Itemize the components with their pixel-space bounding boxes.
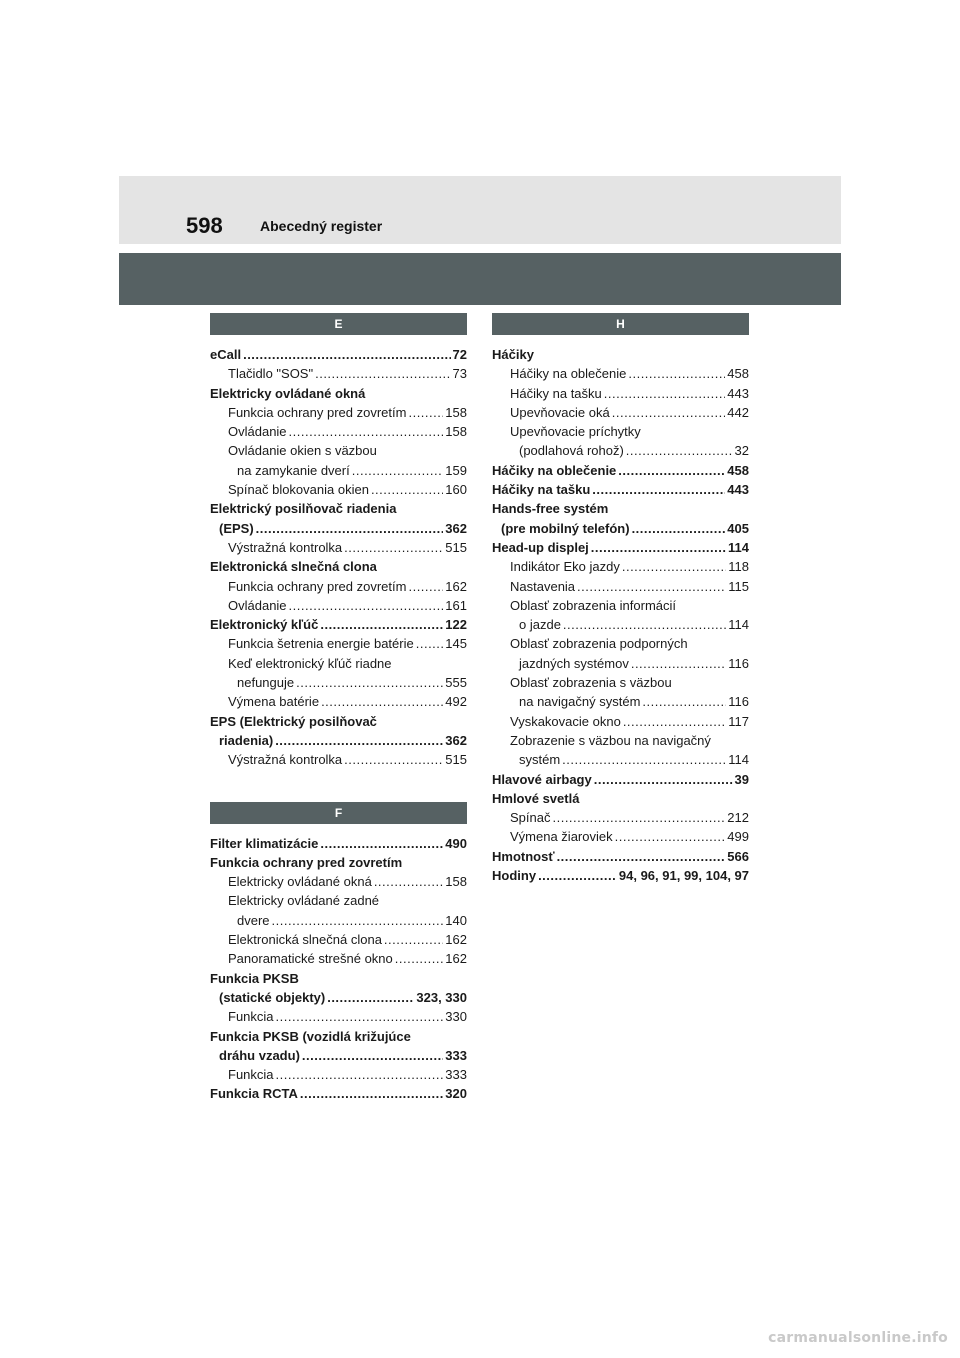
watermark: carmanualsonline.info bbox=[768, 1330, 948, 1346]
index-entry bbox=[210, 750, 467, 769]
index-entry-page: 162 bbox=[445, 932, 467, 948]
index-entry bbox=[492, 654, 749, 673]
dot-leader bbox=[604, 384, 726, 403]
section-entries-e bbox=[210, 345, 467, 770]
index-entry-page: 140 bbox=[445, 912, 467, 928]
dot-leader bbox=[315, 364, 450, 383]
index-entry-text: Upevňovacie príchytky bbox=[510, 424, 641, 440]
dot-leader bbox=[272, 911, 444, 930]
dot-leader bbox=[557, 847, 726, 866]
index-entry-page: 212 bbox=[727, 810, 749, 826]
index-entry-text: Funkcia bbox=[228, 1067, 274, 1083]
index-entry bbox=[210, 364, 467, 383]
index-entry-text: Hmlové svetlá bbox=[492, 790, 580, 806]
index-entry-page: 458 bbox=[727, 366, 749, 382]
index-entry-page: 116 bbox=[728, 694, 749, 710]
index-entry-text: Elektronický kľúč bbox=[210, 617, 319, 633]
dot-leader bbox=[591, 538, 726, 557]
index-entry-page: 330 bbox=[445, 1009, 467, 1025]
index-entry bbox=[210, 949, 467, 968]
index-entry bbox=[492, 538, 749, 557]
index-entry-text: Ovládanie okien s väzbou bbox=[228, 443, 377, 459]
index-entry-text: (EPS) bbox=[219, 520, 254, 536]
index-entry-text: Zobrazenie s väzbou na navigačný bbox=[510, 732, 711, 748]
index-entry bbox=[492, 789, 749, 808]
index-entry-text: Vyskakovacie okno bbox=[510, 713, 621, 729]
index-entry bbox=[492, 712, 749, 731]
dot-leader bbox=[622, 557, 726, 576]
dot-leader bbox=[628, 364, 725, 383]
index-entry-page: 39 bbox=[734, 771, 749, 787]
dot-leader bbox=[344, 750, 443, 769]
dot-leader bbox=[371, 480, 443, 499]
index-entry bbox=[492, 866, 749, 885]
index-entry bbox=[210, 988, 467, 1007]
dot-leader bbox=[289, 596, 444, 615]
dot-leader bbox=[352, 461, 444, 480]
index-entry bbox=[492, 634, 749, 653]
index-entry bbox=[492, 827, 749, 846]
index-entry-text: Hmotnosť bbox=[492, 848, 555, 864]
index-entry-text: Výstražná kontrolka bbox=[228, 752, 343, 768]
dot-leader bbox=[384, 930, 443, 949]
dot-leader bbox=[562, 750, 726, 769]
index-entry-page: 115 bbox=[728, 578, 749, 594]
index-entry-text: Ovládanie bbox=[228, 424, 287, 440]
index-entry-text: Ovládanie bbox=[228, 597, 287, 613]
index-entry-text: jazdných systémov bbox=[519, 655, 629, 671]
dot-leader bbox=[612, 403, 726, 422]
section-entries-f bbox=[210, 834, 467, 1104]
dot-leader bbox=[618, 461, 725, 480]
index-entry bbox=[492, 345, 749, 364]
index-entry bbox=[210, 577, 467, 596]
index-entry-page: 94, 96, 91, 99, 104, 97 bbox=[618, 868, 749, 884]
index-entry-text: Výmena žiaroviek bbox=[510, 829, 613, 845]
index-entry-text: Nastavenia bbox=[510, 578, 576, 594]
index-entry-page: 122 bbox=[445, 617, 467, 633]
index-entry bbox=[210, 480, 467, 499]
index-entry bbox=[210, 834, 467, 853]
index-entry-page: 158 bbox=[445, 404, 467, 420]
dot-leader bbox=[563, 615, 726, 634]
index-entry bbox=[210, 731, 467, 750]
index-entry-text: Elektrický posilňovač riadenia bbox=[210, 501, 397, 517]
index-entry-text: EPS (Elektrický posilňovač bbox=[210, 713, 377, 729]
index-entry-page: 320 bbox=[445, 1086, 467, 1102]
dot-leader bbox=[289, 422, 444, 441]
index-entry bbox=[492, 750, 749, 769]
index-column-right bbox=[492, 313, 749, 885]
index-entry-page: 114 bbox=[728, 752, 749, 768]
index-entry bbox=[210, 557, 467, 576]
index-entry bbox=[210, 1046, 467, 1065]
index-entry bbox=[210, 1007, 467, 1026]
index-entry-text: riadenia) bbox=[219, 732, 274, 748]
index-entry-page: 145 bbox=[445, 636, 467, 652]
dot-leader bbox=[408, 577, 443, 596]
index-entry-text: Funkcia PKSB (vozidlá križujúce bbox=[210, 1028, 411, 1044]
index-entry-text: dráhu vzadu) bbox=[219, 1047, 300, 1063]
index-entry-text: Funkcia ochrany pred zovretím bbox=[210, 854, 403, 870]
index-entry bbox=[492, 770, 749, 789]
dot-leader bbox=[374, 872, 443, 891]
index-entry-text: Funkcia bbox=[228, 1009, 274, 1025]
dot-leader bbox=[577, 577, 726, 596]
index-entry bbox=[210, 891, 467, 910]
index-entry-page: 114 bbox=[728, 617, 749, 633]
dot-leader bbox=[538, 866, 617, 885]
index-entry bbox=[210, 930, 467, 949]
index-entry-text: (podlahová rohož) bbox=[519, 443, 624, 459]
index-entry bbox=[492, 519, 749, 538]
index-entry-text: Panoramatické strešné okno bbox=[228, 951, 393, 967]
index-entry-text: na navigačný systém bbox=[519, 694, 641, 710]
index-entry-text: eCall bbox=[210, 347, 242, 362]
index-entry-text: (statické objekty) bbox=[219, 989, 326, 1005]
dot-leader bbox=[408, 403, 443, 422]
index-entry-text: Háčiky na tašku bbox=[492, 482, 591, 498]
index-entry-text: Funkcia PKSB bbox=[210, 970, 299, 986]
index-entry-text: Elektronická slnečná clona bbox=[228, 932, 382, 948]
dot-leader bbox=[276, 1065, 444, 1084]
index-entry bbox=[210, 499, 467, 518]
index-entry-text: Funkcia šetrenia energie batérie bbox=[228, 636, 414, 652]
index-entry-text: Háčiky na tašku bbox=[510, 385, 602, 401]
index-entry bbox=[210, 1065, 467, 1084]
index-entry-page: 490 bbox=[445, 835, 467, 851]
index-entry bbox=[492, 673, 749, 692]
section-header-h: H bbox=[492, 313, 749, 335]
index-entry-page: 442 bbox=[727, 404, 749, 420]
index-entry bbox=[492, 422, 749, 441]
index-entry bbox=[210, 911, 467, 930]
dot-leader bbox=[275, 731, 443, 750]
dot-leader bbox=[592, 480, 725, 499]
index-entry-text: (pre mobilný telefón) bbox=[501, 520, 630, 536]
index-entry bbox=[492, 384, 749, 403]
header-background bbox=[119, 176, 841, 244]
dot-leader bbox=[320, 834, 443, 853]
index-entry-text: na zamykanie dverí bbox=[237, 462, 350, 478]
index-entry-text: o jazde bbox=[519, 617, 561, 633]
dot-leader bbox=[626, 441, 733, 460]
index-entry bbox=[210, 1027, 467, 1046]
index-entry bbox=[210, 969, 467, 988]
index-entry-page: 499 bbox=[727, 829, 749, 845]
index-entry bbox=[210, 634, 467, 653]
index-entry-text: Oblasť zobrazenia podporných bbox=[510, 636, 688, 652]
index-entry bbox=[492, 364, 749, 383]
index-entry-page: 162 bbox=[445, 951, 467, 967]
index-entry-text: Elektronická slnečná clona bbox=[210, 559, 377, 575]
index-entry bbox=[210, 422, 467, 441]
index-column-left bbox=[210, 313, 467, 1104]
index-entry-text: Elektricky ovládané zadné bbox=[228, 893, 380, 909]
index-entry-text: Výstražná kontrolka bbox=[228, 539, 343, 555]
index-entry-text: Funkcia ochrany pred zovretím bbox=[228, 404, 407, 420]
index-entry-text: dvere bbox=[237, 912, 270, 928]
index-entry-text: Háčiky na oblečenie bbox=[492, 462, 617, 478]
index-entry bbox=[492, 731, 749, 750]
dot-leader bbox=[320, 615, 443, 634]
index-entry-text: Oblasť zobrazenia informácií bbox=[510, 597, 677, 613]
dot-leader bbox=[615, 827, 726, 846]
index-entry-page: 492 bbox=[445, 694, 467, 710]
index-entry bbox=[210, 384, 467, 403]
index-entry-page: 515 bbox=[445, 539, 467, 555]
index-entry bbox=[210, 538, 467, 557]
index-entry bbox=[492, 615, 749, 634]
index-entry-page: 323, 330 bbox=[416, 989, 467, 1005]
index-entry-text: Upevňovacie oká bbox=[510, 404, 610, 420]
index-entry bbox=[492, 692, 749, 711]
index-entry bbox=[492, 596, 749, 615]
index-entry-text: Funkcia ochrany pred zovretím bbox=[228, 578, 407, 594]
index-entry bbox=[210, 853, 467, 872]
index-entry-page: 162 bbox=[445, 578, 467, 594]
index-entry-page: 72 bbox=[452, 347, 467, 362]
index-entry bbox=[210, 692, 467, 711]
index-entry bbox=[210, 872, 467, 891]
index-entry bbox=[210, 345, 467, 364]
dot-leader bbox=[276, 1007, 444, 1026]
index-entry bbox=[492, 557, 749, 576]
index-entry-text: Spínač blokovania okien bbox=[228, 482, 369, 498]
index-entry-text: Hands-free systém bbox=[492, 501, 609, 517]
section-header-f: F bbox=[210, 802, 467, 824]
index-entry bbox=[492, 847, 749, 866]
header-band bbox=[119, 253, 841, 305]
index-entry-page: 515 bbox=[445, 752, 467, 768]
dot-leader bbox=[416, 634, 444, 653]
index-entry bbox=[492, 461, 749, 480]
index-entry bbox=[492, 403, 749, 422]
index-entry-text: Filter klimatizácie bbox=[210, 835, 319, 851]
index-entry bbox=[210, 673, 467, 692]
index-entry bbox=[492, 577, 749, 596]
index-entry-text: Elektricky ovládané okná bbox=[210, 385, 366, 401]
index-entry-page: 555 bbox=[445, 675, 467, 691]
dot-leader bbox=[321, 692, 443, 711]
index-entry-page: 114 bbox=[728, 539, 749, 555]
index-entry bbox=[210, 654, 467, 673]
index-entry-text: Funkcia RCTA bbox=[210, 1086, 298, 1102]
index-entry bbox=[210, 615, 467, 634]
index-entry-page: 333 bbox=[445, 1047, 467, 1063]
index-entry-page: 443 bbox=[727, 385, 749, 401]
dot-leader bbox=[632, 519, 726, 538]
index-entry-text: Keď elektronický kľúč riadne bbox=[228, 655, 392, 671]
index-entry bbox=[492, 499, 749, 518]
index-entry-page: 362 bbox=[445, 732, 467, 748]
dot-leader bbox=[296, 673, 443, 692]
dot-leader bbox=[300, 1084, 443, 1103]
index-entry-text: Výmena batérie bbox=[228, 694, 320, 710]
dot-leader bbox=[256, 519, 444, 538]
dot-leader bbox=[243, 345, 450, 364]
index-entry bbox=[492, 441, 749, 460]
dot-leader bbox=[327, 988, 414, 1007]
index-entry-text: systém bbox=[519, 752, 561, 768]
index-entry bbox=[492, 808, 749, 827]
dot-leader bbox=[594, 770, 733, 789]
index-entry-page: 443 bbox=[727, 482, 749, 498]
index-entry-text: Spínač bbox=[510, 810, 551, 826]
index-entry-text: Háčiky bbox=[492, 347, 534, 362]
index-entry-text: Hlavové airbagy bbox=[492, 771, 592, 787]
index-entry-page: 158 bbox=[445, 424, 467, 440]
index-entry-text: nefunguje bbox=[237, 675, 295, 691]
index-entry-page: 32 bbox=[734, 443, 749, 459]
index-entry-page: 160 bbox=[445, 482, 467, 498]
index-entry bbox=[210, 519, 467, 538]
index-entry-page: 458 bbox=[727, 462, 749, 478]
index-entry bbox=[210, 441, 467, 460]
index-entry-text: Oblasť zobrazenia s väzbou bbox=[510, 675, 672, 691]
index-entry bbox=[210, 403, 467, 422]
index-entry-text: Elektricky ovládané okná bbox=[228, 874, 372, 890]
index-entry-page: 161 bbox=[445, 597, 467, 613]
dot-leader bbox=[642, 692, 726, 711]
index-entry-text: Háčiky na oblečenie bbox=[510, 366, 627, 382]
section-header-e: E bbox=[210, 313, 467, 335]
dot-leader bbox=[344, 538, 443, 557]
dot-leader bbox=[395, 949, 444, 968]
index-entry-page: 362 bbox=[445, 520, 467, 536]
section-entries-h bbox=[492, 345, 749, 885]
index-entry bbox=[210, 461, 467, 480]
index-entry-page: 566 bbox=[727, 848, 749, 864]
page-title: Abecedný register bbox=[260, 218, 383, 234]
index-entry-page: 116 bbox=[728, 655, 749, 671]
index-entry-page: 159 bbox=[445, 462, 467, 478]
index-entry bbox=[492, 480, 749, 499]
index-entry-text: Head-up displej bbox=[492, 539, 589, 555]
index-entry-page: 117 bbox=[728, 713, 749, 729]
index-entry-text: Tlačidlo "SOS" bbox=[228, 366, 314, 382]
index-entry bbox=[210, 1084, 467, 1103]
dot-leader bbox=[302, 1046, 443, 1065]
index-entry-page: 405 bbox=[727, 520, 749, 536]
index-entry-page: 118 bbox=[728, 559, 749, 575]
dot-leader bbox=[552, 808, 725, 827]
page-number: 598 bbox=[186, 213, 223, 238]
index-entry-text: Hodiny bbox=[492, 868, 537, 884]
index-entry bbox=[210, 712, 467, 731]
index-entry-text: Indikátor Eko jazdy bbox=[510, 559, 620, 575]
index-entry-page: 73 bbox=[452, 366, 467, 382]
dot-leader bbox=[631, 654, 726, 673]
index-entry bbox=[210, 596, 467, 615]
dot-leader bbox=[623, 712, 726, 731]
index-entry-page: 333 bbox=[445, 1067, 467, 1083]
index-entry-page: 158 bbox=[445, 874, 467, 890]
